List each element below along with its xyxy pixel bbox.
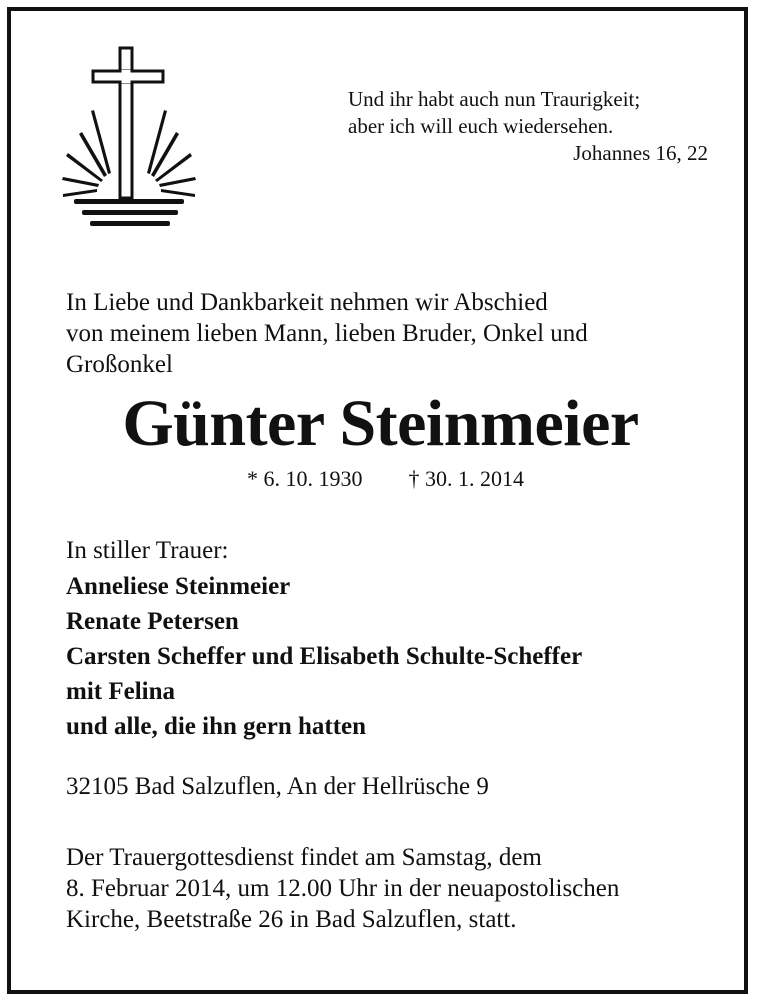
mourner-name: und alle, die ihn gern hatten [66, 713, 367, 740]
service-info [66, 842, 726, 935]
farewell-line: von meinem lieben Mann, lieben Bruder, Onkel und [66, 320, 588, 347]
verse-line: Und ihr habt auch nun Traurigkeit; [348, 87, 641, 111]
bible-verse [348, 86, 708, 167]
mourners-block [66, 536, 726, 744]
cross-sunrise-icon [62, 44, 196, 230]
mourner-name: mit Felina [66, 678, 176, 705]
service-line: Kirche, Beetstraße 26 in Bad Salzuflen, statt. [66, 906, 517, 933]
family-address: 32105 Bad Salzuflen, An der Hellrüsche 9 [66, 773, 489, 800]
life-dates [0, 465, 761, 493]
farewell-line: In Liebe und Dankbarkeit nehmen wir Abschied [66, 289, 548, 316]
mourner-name: Anneliese Steinmeier [66, 573, 291, 600]
mourning-label: In stiller Trauer: [66, 537, 229, 564]
deceased-name: Günter Steinmeier [122, 387, 639, 460]
farewell-text [66, 287, 706, 380]
verse-line: aber ich will euch wiedersehen. [348, 114, 614, 138]
birth-date: * 6. 10. 1930 [247, 466, 363, 491]
farewell-line: Großonkel [66, 351, 173, 378]
service-line: Der Trauergottesdienst findet am Samstag, dem [66, 844, 542, 871]
death-date: † 30. 1. 2014 [408, 466, 524, 491]
service-line: 8. Februar 2014, um 12.00 Uhr in der neuapostolischen [66, 875, 620, 902]
mourner-name: Renate Petersen [66, 608, 239, 635]
mourner-name: Carsten Scheffer und Elisabeth Schulte-Scheffer [66, 643, 583, 670]
verse-reference: Johannes 16, 22 [573, 141, 708, 165]
